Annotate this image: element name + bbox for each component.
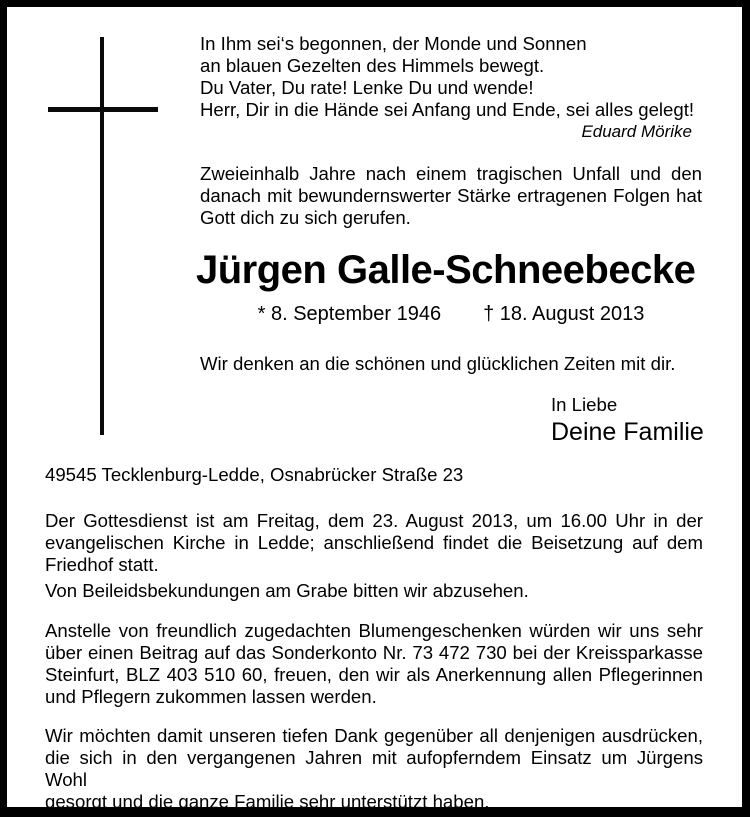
poem-line: Herr, Dir in die Hände sei Anfang und Ende, sei alles gelegt! — [200, 99, 695, 120]
memorial-poem — [200, 33, 702, 143]
intro-paragraph — [200, 163, 702, 229]
service-line: evangelischen Kirche in Ledde; anschließend findet die Beisetzung auf dem — [45, 532, 703, 553]
donation-paragraph — [45, 620, 703, 708]
address-line: 49545 Tecklenburg-Ledde, Osnabrücker Straße 23 — [45, 464, 464, 485]
cross-vertical-bar — [100, 37, 104, 435]
thanks-line: die sich in den vergangenen Jahren mit aufopferndem Einsatz um Jürgens Wohl — [45, 747, 703, 790]
intro-line: Zweieinhalb Jahre nach einem tragischen Unfall und den — [200, 163, 702, 184]
cross-horizontal-bar — [48, 107, 158, 112]
thanks-line: gesorgt und die ganze Familie sehr unterstützt haben. — [45, 791, 490, 812]
donation-line: Steinfurt, BLZ 403 510 60, freuen, den wir als Anerkennung allen Pflegerinnen — [45, 664, 703, 685]
poem-line: In Ihm sei‘s begonnen, der Monde und Sonnen — [200, 33, 587, 54]
donation-line: über einen Beitrag auf das Sonderkonto Nr. 73 472 730 bei der Kreissparkasse — [45, 642, 703, 663]
birth-date: * 8. September 1946 — [257, 303, 442, 325]
service-line: Friedhof statt. — [45, 554, 159, 575]
intro-line: danach mit bewundernswerter Stärke ertragenen Folgen hat — [200, 185, 702, 206]
intro-line: Gott dich zu sich gerufen. — [200, 207, 411, 228]
life-dates — [200, 302, 702, 326]
death-date: † 18. August 2013 — [483, 303, 645, 325]
thanks-paragraph — [45, 725, 703, 813]
closing-in-liebe: In Liebe — [551, 394, 618, 415]
deceased-name: Jürgen Galle-Schneebecke — [196, 248, 696, 292]
poem-line: an blauen Gezelten des Himmels bewegt. — [200, 55, 545, 76]
donation-line: Anstelle von freundlich zugedachten Blumengeschenken würden wir uns sehr — [45, 620, 703, 641]
donation-line: und Pflegern zukommen lassen werden. — [45, 686, 377, 707]
service-line: Der Gottesdienst ist am Freitag, dem 23. August 2013, um 16.00 Uhr in der — [45, 510, 703, 531]
closing-family: Deine Familie — [551, 418, 704, 446]
poem-attribution: Eduard Mörike — [581, 122, 692, 141]
service-paragraph — [45, 510, 703, 576]
closing-signature — [551, 394, 721, 446]
remembrance-line: Wir denken an die schönen und glücklichen Zeiten mit dir. — [200, 353, 676, 374]
poem-line: Du Vater, Du rate! Lenke Du und wende! — [200, 77, 534, 98]
thanks-line: Wir möchten damit unseren tiefen Dank gegenüber all denjenigen ausdrücken, — [45, 725, 703, 746]
condolence-line: Von Beileidsbekundungen am Grabe bitten wir abzusehen. — [45, 580, 529, 601]
